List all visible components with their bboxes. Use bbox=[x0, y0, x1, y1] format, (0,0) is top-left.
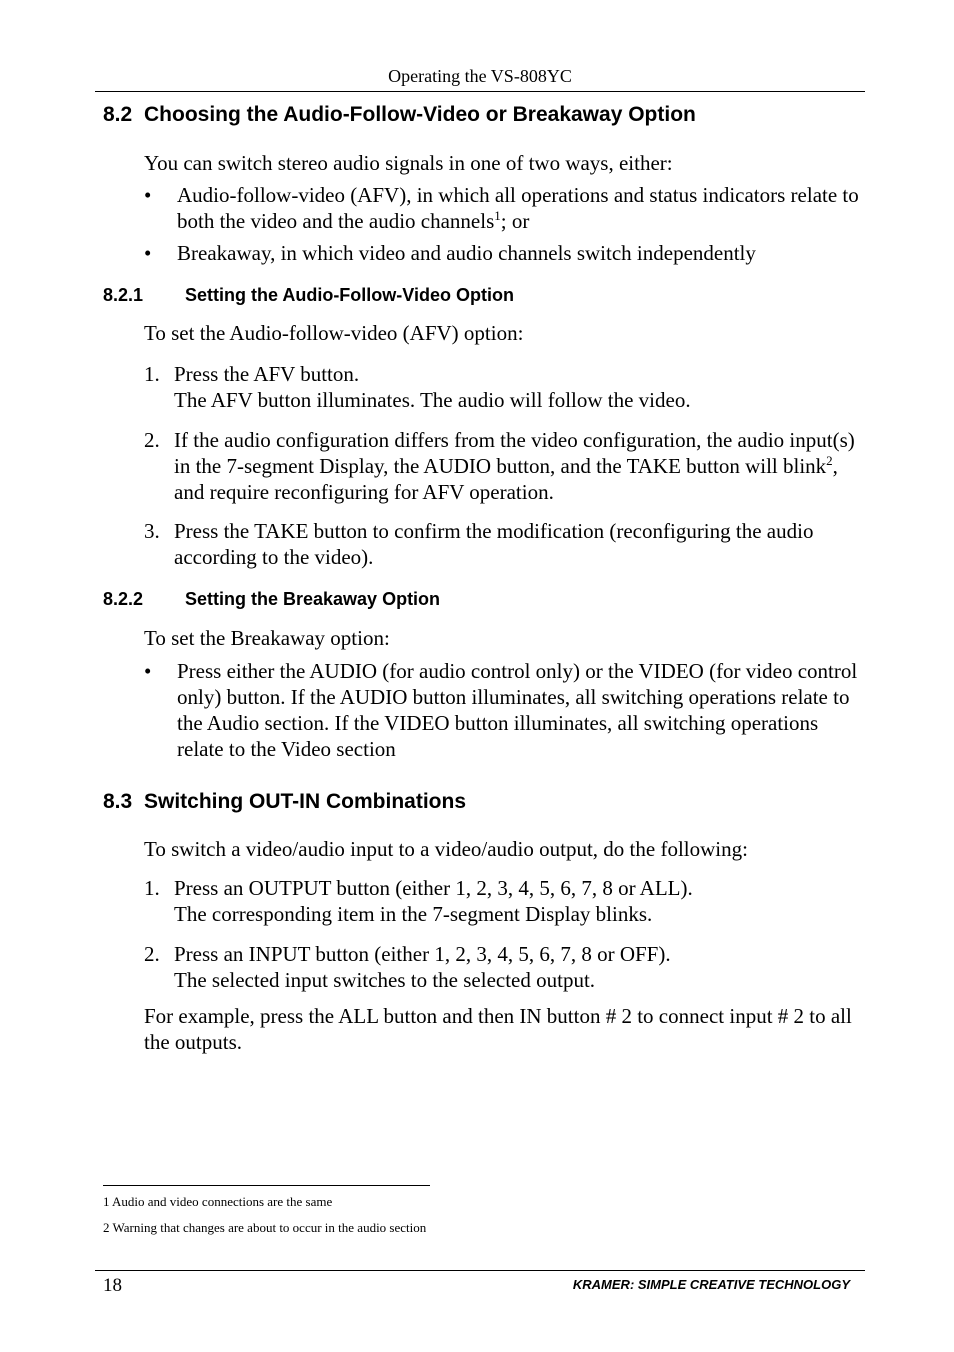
bullet-item bbox=[144, 182, 864, 234]
section-8-2-heading bbox=[103, 103, 696, 127]
subsection-title: Setting the Audio-Follow-Video Option bbox=[185, 285, 514, 305]
bullet-item bbox=[144, 240, 864, 266]
paragraph: To set the Audio-follow-video (AFV) option: bbox=[144, 321, 524, 345]
step-number: 3. bbox=[144, 519, 160, 543]
paragraph: You can switch stereo audio signals in one of two ways, either: bbox=[144, 151, 673, 175]
step-item bbox=[144, 875, 864, 927]
step-item bbox=[144, 427, 864, 505]
bullet-text: Breakaway, in which video and audio channels switch independently bbox=[177, 241, 756, 265]
page-number: 18 bbox=[103, 1275, 122, 1296]
footnote-2: 2 Warning that changes are about to occur in the audio section bbox=[103, 1220, 427, 1235]
step-text: Press the AFV button. bbox=[174, 362, 360, 386]
step-item bbox=[144, 361, 864, 413]
section-title: Choosing the Audio-Follow-Video or Breakaway Option bbox=[144, 103, 696, 126]
footer-brand: KRAMER: SIMPLE CREATIVE TECHNOLOGY bbox=[572, 1277, 850, 1292]
subsection-title: Setting the Breakaway Option bbox=[185, 589, 441, 609]
section-8-3-heading bbox=[103, 790, 466, 814]
bullet-text: Press either the AUDIO (for audio control only) or the VIDEO (for video control only) button. If the AUDIO button illuminates, all switching operations relate to the Audio section. If the VIDEO button illuminates, all switching operations relate to the Video section bbox=[177, 659, 858, 761]
step-number: 2. bbox=[144, 428, 160, 452]
subsection-number: 8.2.2 bbox=[103, 589, 144, 609]
header-rule bbox=[95, 91, 865, 92]
running-header: Operating the VS-808YC bbox=[388, 66, 572, 86]
footer-rule bbox=[95, 1270, 865, 1271]
section-number: 8.2 bbox=[103, 103, 133, 126]
bullet-item bbox=[144, 658, 864, 762]
footnote-ref: 2 bbox=[826, 453, 833, 468]
bullet-text: Audio-follow-video (AFV), in which all operations and status indicators relate to both the video and the audio channels$^1$; or bbox=[177, 183, 859, 233]
section-title: Switching OUT-IN Combinations bbox=[144, 790, 466, 813]
paragraph: To set the Breakaway option: bbox=[144, 626, 390, 650]
bullet-icon: • bbox=[144, 659, 152, 683]
subsection-number: 8.2.1 bbox=[103, 285, 144, 305]
bullet-icon: • bbox=[144, 183, 152, 207]
subsection-8-2-2-heading bbox=[103, 589, 440, 610]
step-result: The corresponding item in the 7-segment Display blinks. bbox=[174, 902, 653, 926]
step-result: The selected input switches to the selected output. bbox=[174, 968, 596, 992]
step-text: Press an OUTPUT button (either 1, 2, 3, 4, 5, 6, 7, 8 or ALL). bbox=[174, 876, 693, 900]
step-number: 2. bbox=[144, 942, 160, 966]
step-result: The AFV button illuminates. The audio will follow the video. bbox=[174, 388, 691, 412]
footnote-1: 1 Audio and video connections are the same bbox=[103, 1194, 333, 1209]
section-number: 8.3 bbox=[103, 790, 133, 813]
subsection-8-2-1-heading bbox=[103, 285, 514, 306]
step-text: If the audio configuration differs from the video configuration, the audio input(s) in the 7-segment Display, the AUDIO button, and the TAKE button will blink$^2$, and require reconfiguring for AFV operation. bbox=[174, 428, 855, 504]
footnote-rule bbox=[103, 1185, 430, 1186]
paragraph: To switch a video/audio input to a video/audio output, do the following: bbox=[144, 837, 748, 861]
step-text: Press an INPUT button (either 1, 2, 3, 4, 5, 6, 7, 8 or OFF). bbox=[174, 942, 671, 966]
footnote-ref: 1 bbox=[494, 208, 501, 223]
step-number: 1. bbox=[144, 362, 160, 386]
example-paragraph: For example, press the ALL button and then IN button # 2 to connect input # 2 to all the outputs. bbox=[144, 1004, 852, 1054]
bullet-icon: • bbox=[144, 241, 152, 265]
step-item bbox=[144, 941, 864, 993]
step-text: Press the TAKE button to confirm the modification (reconfiguring the audio according to the video). bbox=[174, 519, 814, 569]
step-number: 1. bbox=[144, 876, 160, 900]
step-item bbox=[144, 518, 864, 570]
